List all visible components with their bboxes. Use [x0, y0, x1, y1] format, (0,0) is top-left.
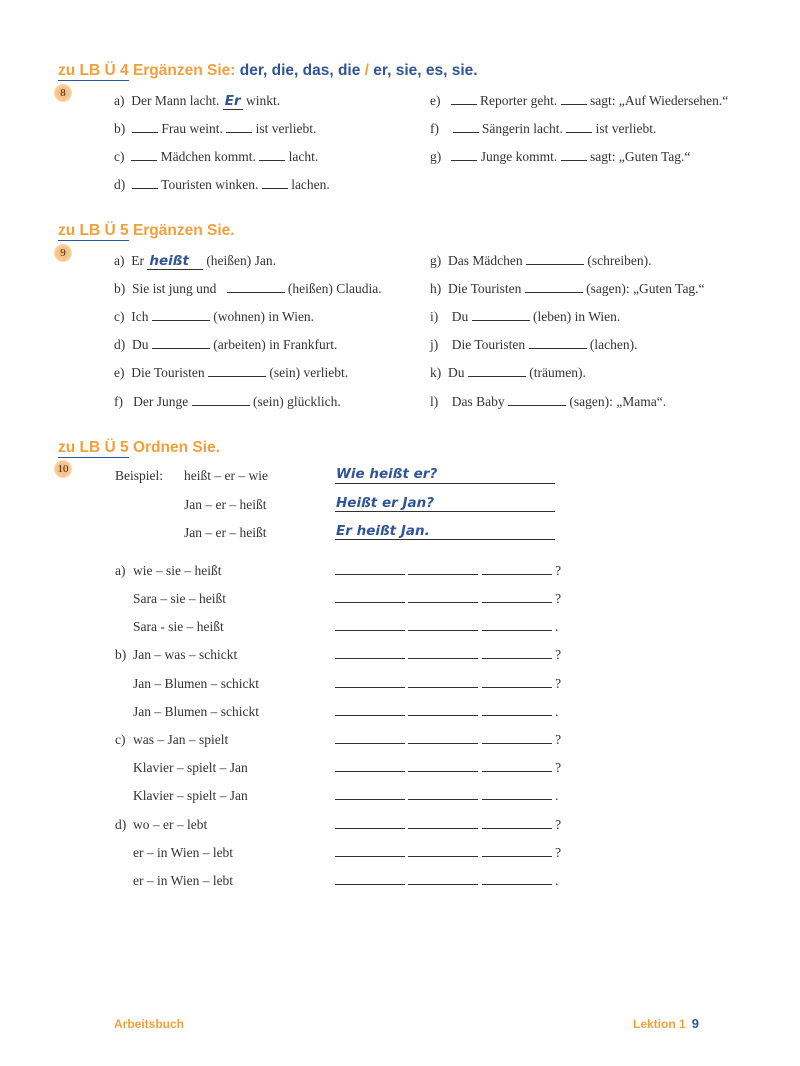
section-8-title — [58, 62, 478, 81]
group-label-c: c) — [115, 732, 126, 747]
blank-line[interactable] — [208, 365, 266, 377]
blank-line[interactable] — [526, 253, 584, 265]
section-10-title — [58, 439, 220, 458]
section-10-ref: zu LB Ü 5 — [58, 439, 129, 456]
punctuation: . — [555, 704, 559, 719]
ex9-item-j: j) Die Touristen (lachen). — [430, 337, 638, 352]
task-words: Klavier – spielt – Jan — [133, 760, 248, 775]
blank-line[interactable] — [226, 121, 252, 133]
ex9-item-k: k) Du (träumen). — [430, 365, 586, 380]
ex9-item-d: d) Du (arbeiten) in Frankfurt. — [114, 337, 338, 352]
blank-line[interactable] — [482, 817, 552, 829]
section-8-words-pronouns: er, sie, es, sie. — [373, 62, 478, 79]
blank-line[interactable] — [227, 281, 285, 293]
blank-line[interactable] — [451, 149, 477, 161]
blank-line[interactable] — [482, 873, 552, 885]
ex9-item-b: b) Sie ist jung und (heißen) Claudia. — [114, 281, 382, 296]
task-words: Jan – Blumen – schickt — [133, 676, 259, 691]
punctuation: ? — [555, 760, 562, 775]
blank-line[interactable] — [561, 93, 587, 105]
punctuation: ? — [555, 817, 562, 832]
blank-line[interactable] — [408, 873, 478, 885]
section-9-title — [58, 222, 235, 241]
answer-row — [335, 647, 561, 663]
blank-line[interactable] — [566, 121, 592, 133]
ex8-item-d: d) Touristen winken. lachen. — [114, 177, 330, 192]
blank-line[interactable] — [192, 394, 250, 406]
blank-line[interactable] — [262, 177, 288, 189]
section-9-ref: zu LB Ü 5 — [58, 222, 129, 239]
blank-line[interactable] — [408, 591, 478, 603]
ex8-item-g: g) Junge kommt. sagt: „Guten Tag.“ — [430, 149, 691, 164]
blank-line[interactable] — [482, 563, 552, 575]
ex9-item-h: h) Die Touristen (sagen): „Guten Tag.“ — [430, 281, 705, 296]
blank-line[interactable] — [335, 619, 405, 631]
blank-line[interactable] — [408, 760, 478, 772]
blank-line[interactable] — [482, 704, 552, 716]
blank-line[interactable] — [335, 788, 405, 800]
example-answer-1: Wie heißt er? — [336, 466, 438, 482]
blank-line[interactable] — [482, 676, 552, 688]
ex9-item-c: c) Ich (wohnen) in Wien. — [114, 309, 315, 324]
answer-line — [335, 539, 555, 540]
blank-line[interactable] — [453, 121, 479, 133]
blank-line[interactable] — [482, 845, 552, 857]
blank-line[interactable] — [335, 817, 405, 829]
exercise-number-9: 9 — [54, 244, 72, 262]
ex9-item-l: l) Das Baby (sagen): „Mama“. — [430, 394, 667, 409]
blank-line[interactable] — [529, 337, 587, 349]
punctuation: ? — [555, 732, 562, 747]
task-words: Sara – sie – heißt — [133, 591, 226, 606]
ex8-item-a: a) Der Mann lacht. Er winkt. — [114, 93, 281, 109]
blank-line[interactable] — [335, 563, 405, 575]
section-8-instruction: Ergänzen Sie: — [132, 62, 236, 79]
punctuation: ? — [555, 591, 562, 606]
blank-line[interactable] — [468, 365, 526, 377]
blank-line[interactable] — [482, 647, 552, 659]
example-words-3: Jan – er – heißt — [184, 525, 267, 540]
ex8-a-answer: Er — [224, 93, 241, 109]
blank-line[interactable] — [335, 647, 405, 659]
section-9-instruction: Ergänzen Sie. — [132, 222, 235, 239]
blank-line[interactable] — [482, 788, 552, 800]
blank-line[interactable] — [561, 149, 587, 161]
task-words: er – in Wien – lebt — [133, 845, 234, 860]
blank-line[interactable] — [525, 281, 583, 293]
page-number: 9 — [691, 1016, 699, 1031]
ex8-item-c: c) Mädchen kommt. lacht. — [114, 149, 319, 164]
answer-row — [335, 732, 561, 748]
blank-line[interactable] — [335, 676, 405, 688]
blank-line[interactable] — [472, 309, 530, 321]
example-answer-2: Heißt er Jan? — [336, 495, 435, 511]
task-words: Jan – was – schickt — [133, 647, 238, 662]
ex8-item-f: f) Sängerin lacht. ist verliebt. — [430, 121, 657, 136]
punctuation: . — [555, 788, 559, 803]
answer-row — [335, 563, 561, 579]
blank-line[interactable] — [408, 647, 478, 659]
blank-line[interactable] — [408, 619, 478, 631]
group-label-d: d) — [115, 817, 127, 832]
ex8-item-b: b) Frau weint. ist verliebt. — [114, 121, 317, 136]
blank-line[interactable] — [482, 732, 552, 744]
answer-row — [335, 873, 559, 889]
blank-line[interactable] — [482, 619, 552, 631]
blank-line[interactable] — [408, 817, 478, 829]
task-words: was – Jan – spielt — [133, 732, 229, 747]
punctuation: . — [555, 873, 559, 888]
example-answer-3: Er heißt Jan. — [336, 523, 430, 539]
example-label: Beispiel: — [115, 468, 163, 483]
ex8-item-e: e) Reporter geht. sagt: „Auf Wiedersehen.“ — [430, 93, 729, 108]
punctuation: ? — [555, 676, 562, 691]
blank-line[interactable] — [259, 149, 285, 161]
blank-line[interactable] — [408, 788, 478, 800]
blank-line[interactable] — [132, 177, 158, 189]
blank-line[interactable] — [132, 121, 158, 133]
blank-line[interactable] — [408, 845, 478, 857]
group-label-a: a) — [115, 563, 126, 578]
blank-line[interactable] — [152, 337, 210, 349]
blank-line[interactable] — [335, 591, 405, 603]
section-8-words-articles: der, die, das, die — [239, 62, 361, 79]
answer-line — [335, 483, 555, 484]
answer-row — [335, 704, 559, 720]
example-words-1: heißt – er – wie — [184, 468, 268, 483]
section-8-ref: zu LB Ü 4 — [58, 62, 129, 79]
punctuation: ? — [555, 563, 562, 578]
section-8-slash: / — [364, 62, 369, 79]
section-10-instruction: Ordnen Sie. — [132, 439, 220, 456]
ex9-item-a: a) Er heißt (heißen) Jan. — [114, 253, 277, 269]
blank-line[interactable] — [335, 704, 405, 716]
task-words: Sara - sie – heißt — [133, 619, 224, 634]
footer-lesson-label: Lektion 1 — [633, 1017, 686, 1031]
answer-row — [335, 760, 561, 776]
blank-line[interactable] — [152, 309, 210, 321]
exercise-number-8: 8 — [54, 84, 72, 102]
punctuation: ? — [555, 647, 562, 662]
blank-line[interactable] — [408, 704, 478, 716]
answer-row — [335, 788, 559, 804]
blank-line[interactable] — [408, 563, 478, 575]
blank-line[interactable] — [408, 732, 478, 744]
blank-line[interactable] — [131, 149, 157, 161]
task-words: Jan – Blumen – schickt — [133, 704, 259, 719]
answer-row — [335, 817, 561, 833]
task-words: wo – er – lebt — [133, 817, 208, 832]
blank-line[interactable] — [408, 676, 478, 688]
example-words-2: Jan – er – heißt — [184, 497, 267, 512]
answer-row — [335, 591, 561, 607]
blank-line[interactable] — [335, 873, 405, 885]
answer-row — [335, 845, 561, 861]
task-words: wie – sie – heißt — [133, 563, 222, 578]
blank-line[interactable] — [482, 760, 552, 772]
blank-line[interactable] — [451, 93, 477, 105]
ex9-item-g: g) Das Mädchen (schreiben). — [430, 253, 652, 268]
task-words: Klavier – spielt – Jan — [133, 788, 248, 803]
answer-row — [335, 619, 559, 635]
ex9-item-e: e) Die Touristen (sein) verliebt. — [114, 365, 349, 380]
blank-line[interactable] — [335, 760, 405, 772]
answer-line — [335, 511, 555, 512]
footer-workbook-label: Arbeitsbuch — [114, 1017, 185, 1031]
blank-line[interactable] — [335, 732, 405, 744]
punctuation: ? — [555, 845, 562, 860]
group-label-b: b) — [115, 647, 127, 662]
exercise-number-10: 10 — [54, 460, 72, 478]
task-words: er – in Wien – lebt — [133, 873, 234, 888]
blank-line[interactable] — [508, 394, 566, 406]
blank-line[interactable] — [335, 845, 405, 857]
footer-lesson — [633, 1016, 699, 1031]
answer-row — [335, 676, 561, 692]
punctuation: . — [555, 619, 559, 634]
blank-line[interactable] — [482, 591, 552, 603]
ex9-item-i: i) Du (leben) in Wien. — [430, 309, 621, 324]
ex9-a-answer: heißt — [147, 253, 203, 270]
ex9-item-f: f) Der Junge (sein) glücklich. — [114, 394, 341, 409]
